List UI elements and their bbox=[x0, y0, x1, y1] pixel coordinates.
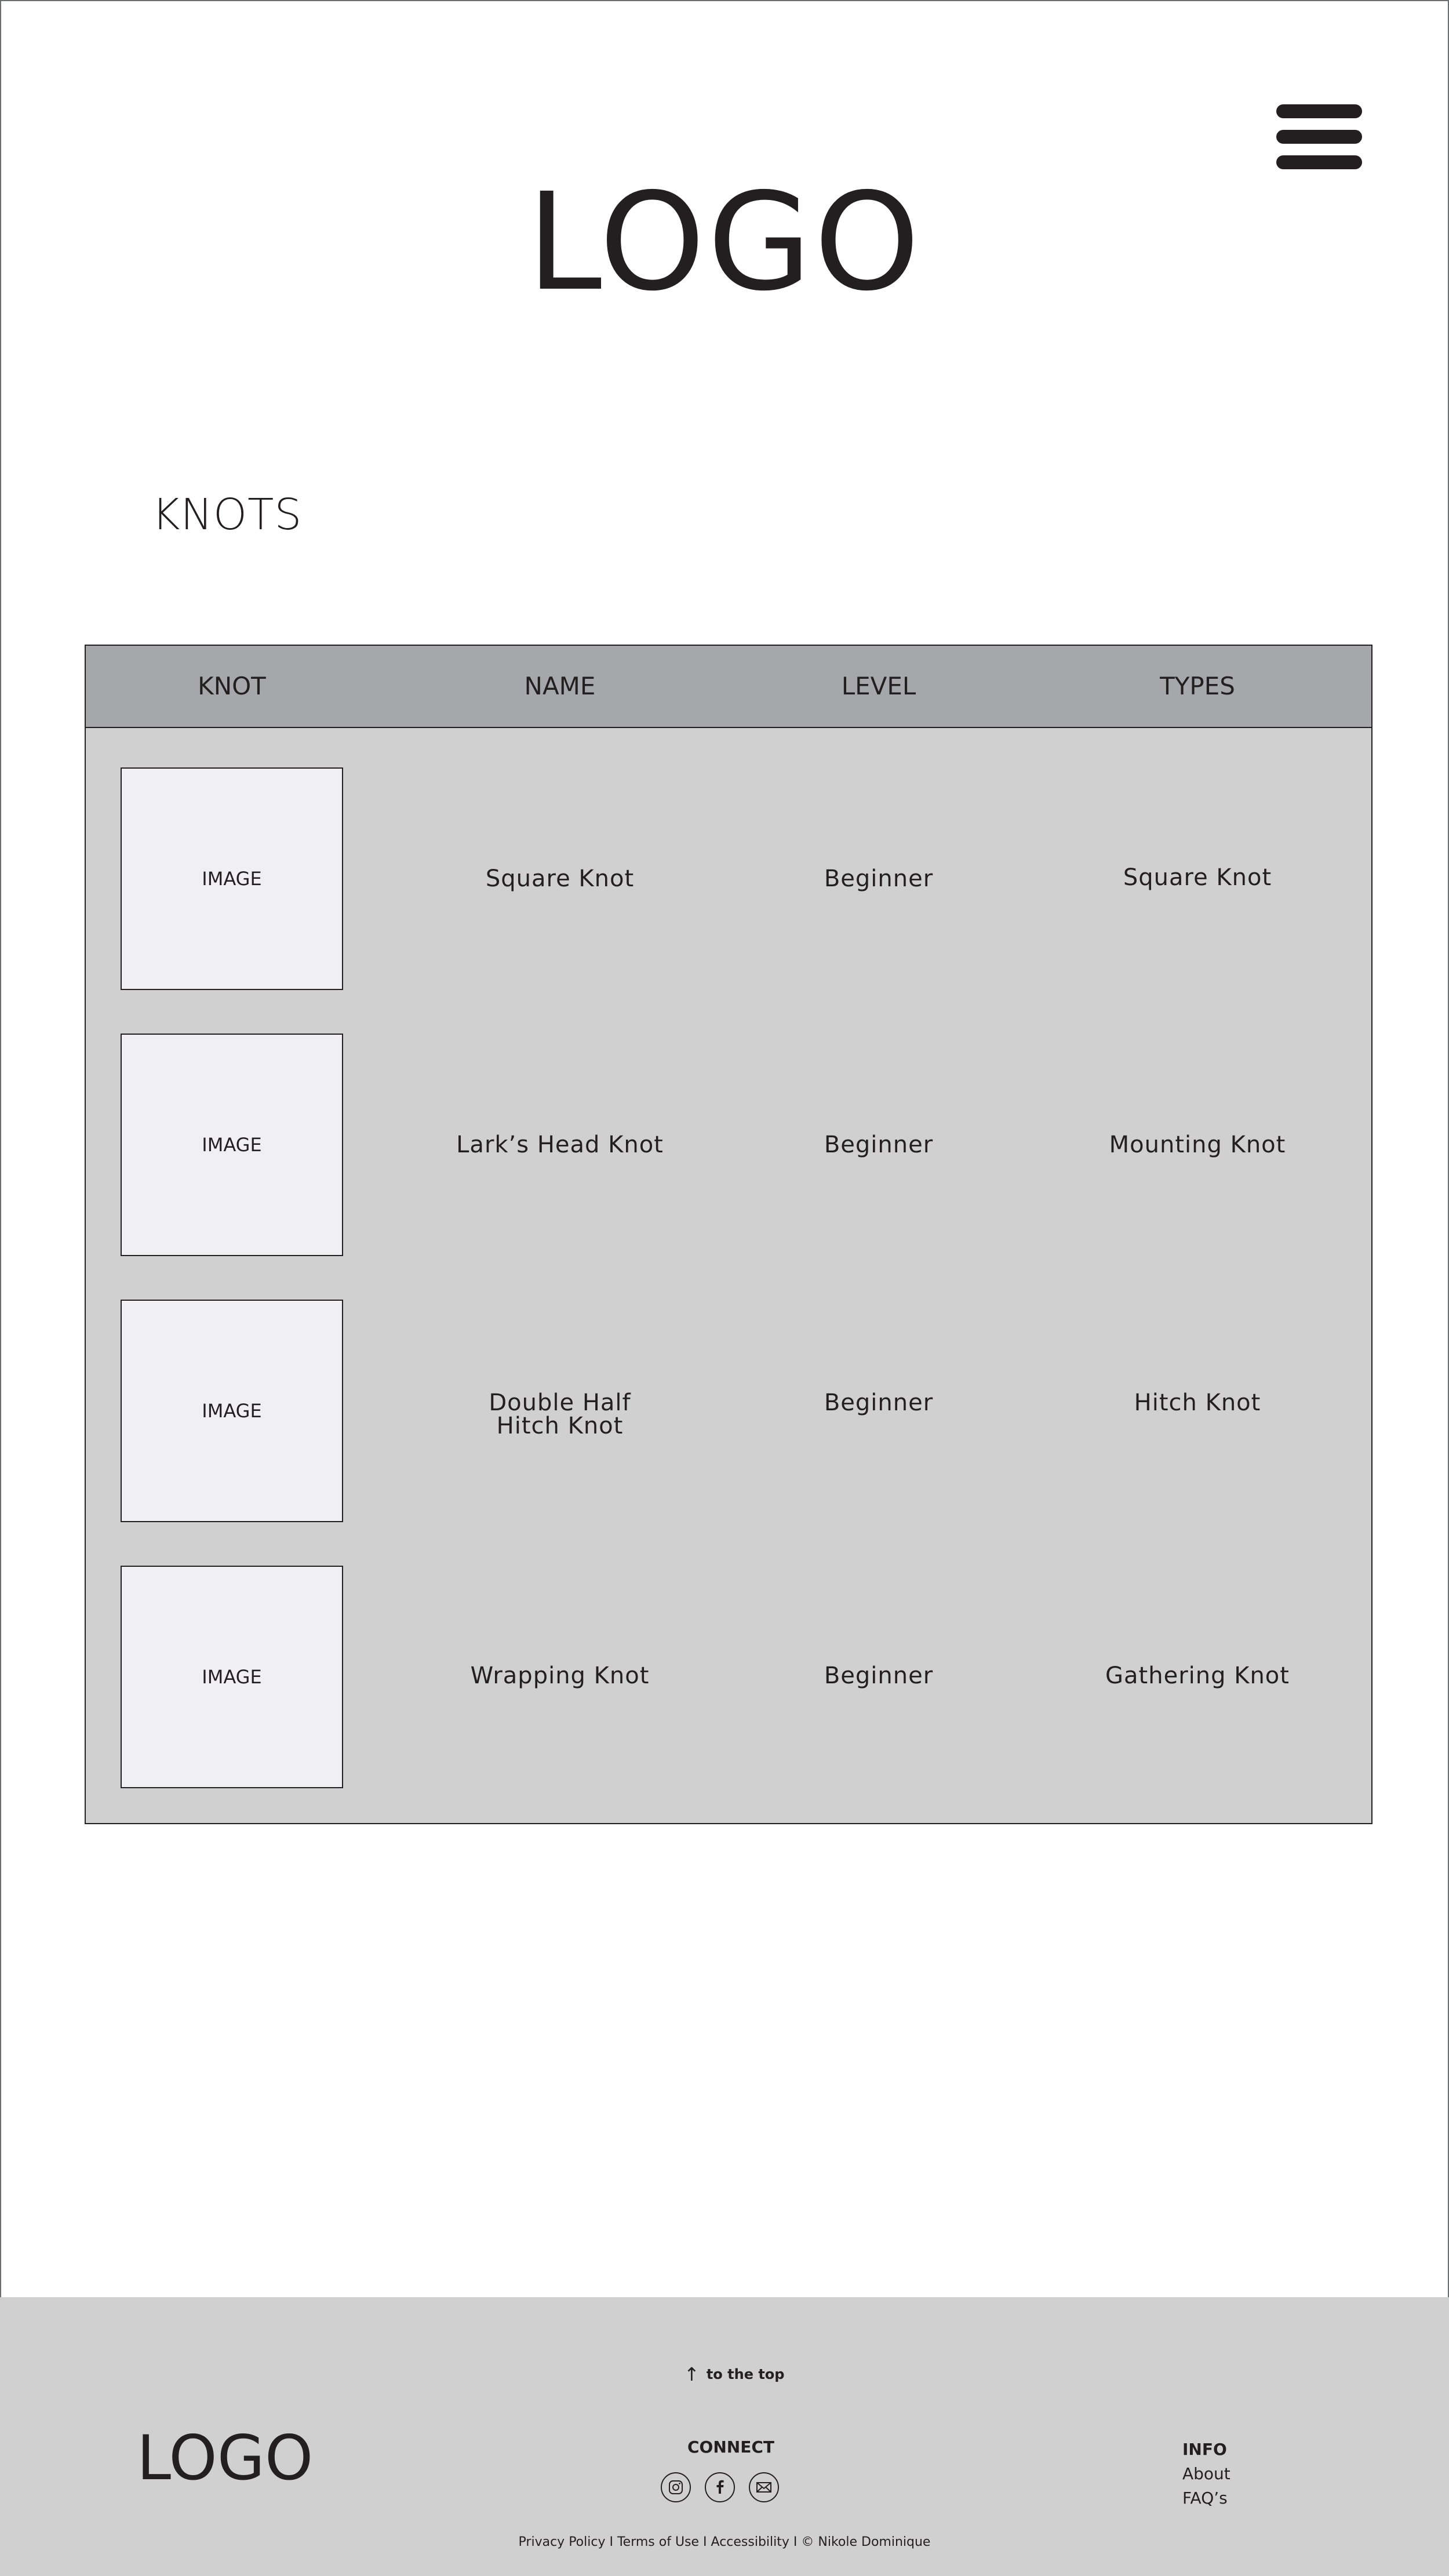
arrow-up-icon: ↑ bbox=[684, 2363, 700, 2385]
terms-of-use-link[interactable]: Terms of Use bbox=[617, 2535, 700, 2549]
column-header-types: TYPES bbox=[1160, 672, 1235, 700]
knot-level: Beginner bbox=[824, 865, 934, 892]
accessibility-link[interactable]: Accessibility bbox=[711, 2535, 789, 2549]
table-row[interactable] bbox=[86, 1566, 1371, 1832]
separator: I bbox=[789, 2535, 802, 2549]
instagram-icon[interactable] bbox=[661, 2472, 691, 2502]
menu-bar bbox=[1276, 104, 1362, 118]
image-label: IMAGE bbox=[202, 1666, 262, 1688]
info-section bbox=[1182, 2437, 1230, 2510]
knot-name-line: Double Half bbox=[489, 1389, 631, 1416]
knot-name bbox=[409, 1391, 711, 1438]
table-header bbox=[86, 646, 1371, 728]
knot-level: Beginner bbox=[824, 1389, 934, 1416]
table-row[interactable] bbox=[86, 767, 1371, 1034]
page-title: KNOTS bbox=[152, 490, 303, 540]
knot-type: Gathering Knot bbox=[1105, 1662, 1290, 1689]
connect-heading: CONNECT bbox=[687, 2437, 774, 2457]
footer bbox=[0, 2297, 1449, 2576]
knot-name-line: Hitch Knot bbox=[496, 1413, 624, 1439]
knot-image-placeholder[interactable] bbox=[121, 1300, 343, 1522]
menu-bar bbox=[1276, 130, 1362, 144]
to-top-label: to the top bbox=[706, 2366, 785, 2382]
about-link[interactable]: About bbox=[1182, 2464, 1230, 2483]
knot-level: Beginner bbox=[824, 1131, 934, 1158]
knot-name: Wrapping Knot bbox=[470, 1662, 650, 1689]
knot-image-placeholder[interactable] bbox=[121, 1034, 343, 1256]
knot-image-placeholder[interactable] bbox=[121, 767, 343, 990]
to-top-link[interactable] bbox=[684, 2363, 784, 2385]
privacy-policy-link[interactable]: Privacy Policy bbox=[518, 2535, 606, 2549]
image-label: IMAGE bbox=[202, 868, 262, 890]
separator: I bbox=[605, 2535, 617, 2549]
email-icon[interactable] bbox=[749, 2472, 779, 2502]
knot-name: Lark’s Head Knot bbox=[456, 1131, 664, 1158]
copyright: © Nikole Dominique bbox=[801, 2535, 931, 2549]
column-header-name: NAME bbox=[524, 672, 596, 700]
table-row[interactable] bbox=[86, 1300, 1371, 1566]
separator: I bbox=[699, 2535, 711, 2549]
knot-type: Hitch Knot bbox=[1134, 1389, 1261, 1416]
legal-links bbox=[0, 2535, 1449, 2549]
faqs-link[interactable]: FAQ’s bbox=[1182, 2488, 1228, 2508]
knots-table bbox=[85, 645, 1372, 1824]
knot-type: Square Knot bbox=[1123, 864, 1272, 891]
image-label: IMAGE bbox=[202, 1400, 262, 1422]
info-heading: INFO bbox=[1182, 2440, 1227, 2459]
knot-image-placeholder[interactable] bbox=[121, 1566, 343, 1788]
knot-name: Square Knot bbox=[485, 865, 635, 892]
column-header-level: LEVEL bbox=[841, 672, 916, 700]
table-row[interactable] bbox=[86, 1034, 1371, 1300]
knot-level: Beginner bbox=[824, 1662, 934, 1689]
header-logo[interactable]: LOGO bbox=[527, 164, 922, 321]
image-label: IMAGE bbox=[202, 1134, 262, 1156]
facebook-icon[interactable] bbox=[705, 2472, 735, 2502]
column-header-knot: KNOT bbox=[198, 672, 266, 700]
knot-type: Mounting Knot bbox=[1109, 1131, 1286, 1158]
footer-logo[interactable]: LOGO bbox=[137, 2422, 314, 2494]
social-links bbox=[661, 2472, 779, 2502]
